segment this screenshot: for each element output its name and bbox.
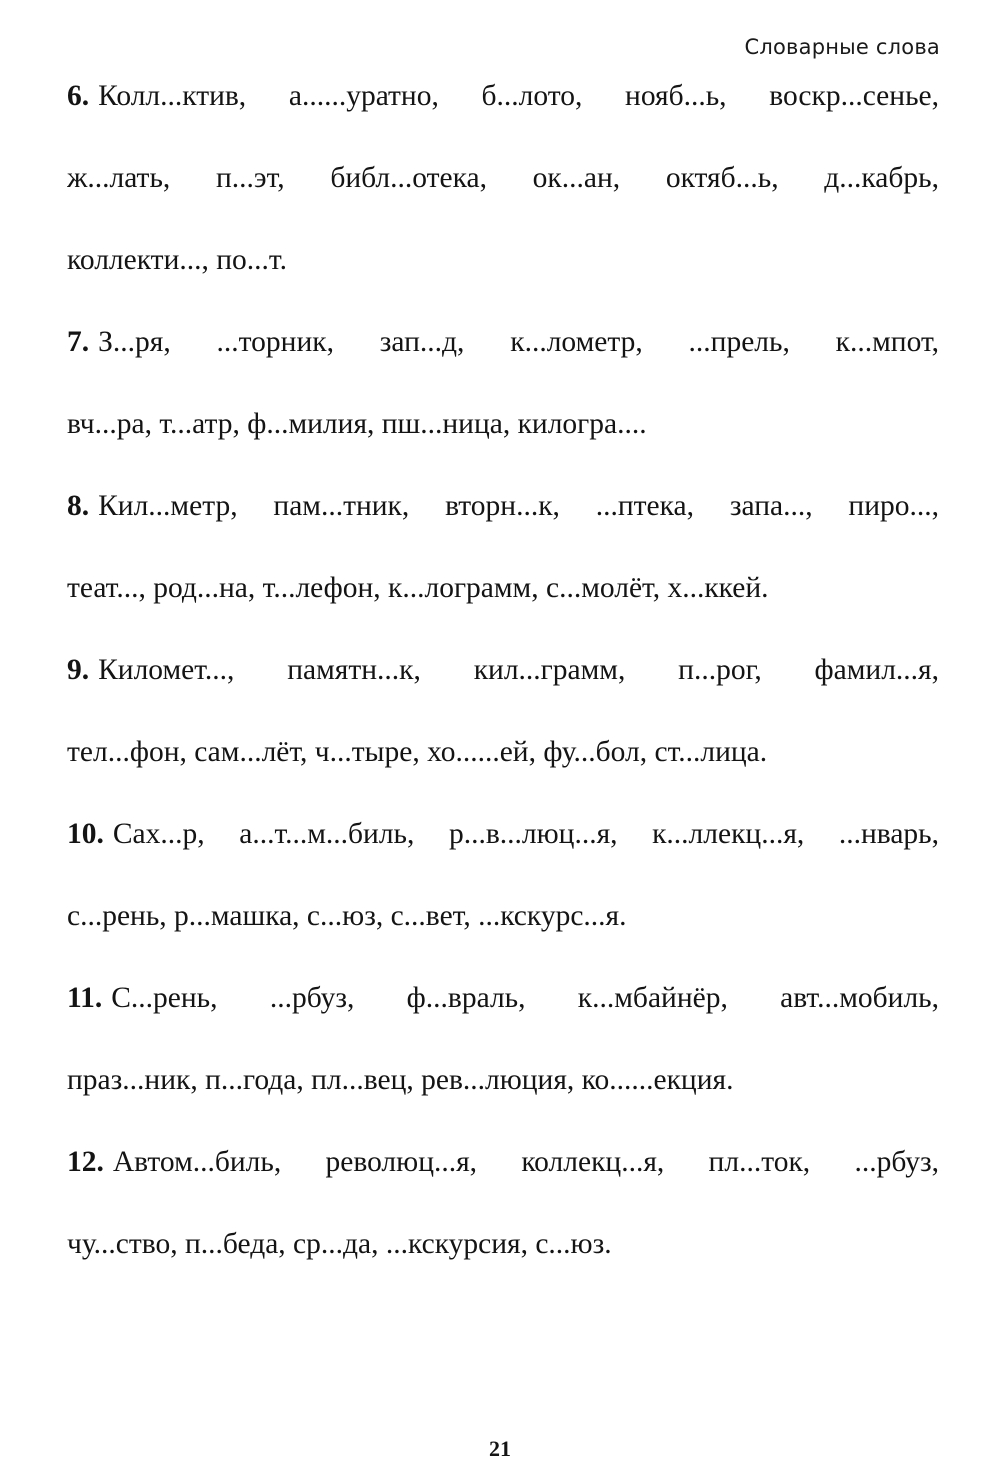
exercise-line — [67, 799, 939, 881]
exercise-line — [67, 1127, 939, 1209]
exercise-10 — [67, 799, 939, 963]
exercise-text: Сах...р, а...т...м...биль, р...в...люц...я, к...ллекц...я, ...нварь, — [112, 818, 939, 850]
exercise-text: Колл...ктив, а......уратно, б...лото, нояб...ь, воскр...сенье, — [98, 80, 939, 112]
exercise-line — [67, 1209, 939, 1291]
exercise-text: с...рень, р...машка, с...юз, с...вет, ...кскурс...я. — [67, 900, 627, 932]
exercise-line — [67, 963, 939, 1045]
exercise-12 — [67, 1127, 939, 1291]
exercise-number: 9. — [67, 654, 90, 686]
exercise-6 — [67, 61, 939, 307]
exercise-7 — [67, 307, 939, 471]
page-number: 21 — [489, 1436, 511, 1461]
exercise-text: вч...ра, т...атр, ф...милия, пш...ница, килогра.... — [67, 408, 647, 440]
exercise-line — [67, 635, 939, 717]
exercise-text: ж...лать, п...эт, библ...отека, ок...ан, октяб...ь, д...кабрь, — [67, 162, 939, 194]
exercise-number: 10. — [67, 818, 104, 850]
exercise-list — [67, 61, 939, 1291]
exercise-line — [67, 553, 939, 635]
exercise-number: 8. — [67, 490, 90, 522]
exercise-number: 12. — [67, 1146, 104, 1178]
exercise-line — [67, 881, 939, 963]
exercise-text: С...рень, ...рбуз, ф...враль, к...мбайнёр, авт...мобиль, — [111, 982, 939, 1014]
exercise-text: Километ..., памятн...к, кил...грамм, п...рог, фамил...я, — [98, 654, 939, 686]
exercise-11 — [67, 963, 939, 1127]
exercise-text: теат..., род...на, т...лефон, к...лограмм, с...молёт, х...ккей. — [67, 572, 769, 604]
exercise-text: тел...фон, сам...лёт, ч...тыре, хо......ей, фу...бол, ст...лица. — [67, 736, 768, 768]
exercise-text: чу...ство, п...беда, ср...да, ...кскурсия, с...юз. — [67, 1228, 612, 1260]
exercise-text: З...ря, ...торник, зап...д, к...лометр, ...прель, к...мпот, — [98, 326, 939, 358]
exercise-line — [67, 143, 939, 225]
exercise-text: коллекти..., по...т. — [67, 244, 287, 276]
exercise-text: Автом...биль, революц...я, коллекц...я, пл...ток, ...рбуз, — [112, 1146, 939, 1178]
exercise-9 — [67, 635, 939, 799]
exercise-number: 6. — [67, 80, 90, 112]
exercise-text: Кил...метр, пам...тник, вторн...к, ...птека, запа..., пиро..., — [98, 490, 939, 522]
exercise-text: праз...ник, п...года, пл...вец, рев...люция, ко......екция. — [67, 1064, 734, 1096]
exercise-line — [67, 61, 939, 143]
exercise-line — [67, 389, 939, 471]
exercise-line — [67, 471, 939, 553]
running-header: Словарные слова — [744, 35, 940, 59]
exercise-number: 11. — [67, 982, 103, 1014]
exercise-8 — [67, 471, 939, 635]
exercise-line — [67, 717, 939, 799]
exercise-line — [67, 225, 939, 307]
exercise-line — [67, 307, 939, 389]
exercise-number: 7. — [67, 326, 90, 358]
exercise-line — [67, 1045, 939, 1127]
